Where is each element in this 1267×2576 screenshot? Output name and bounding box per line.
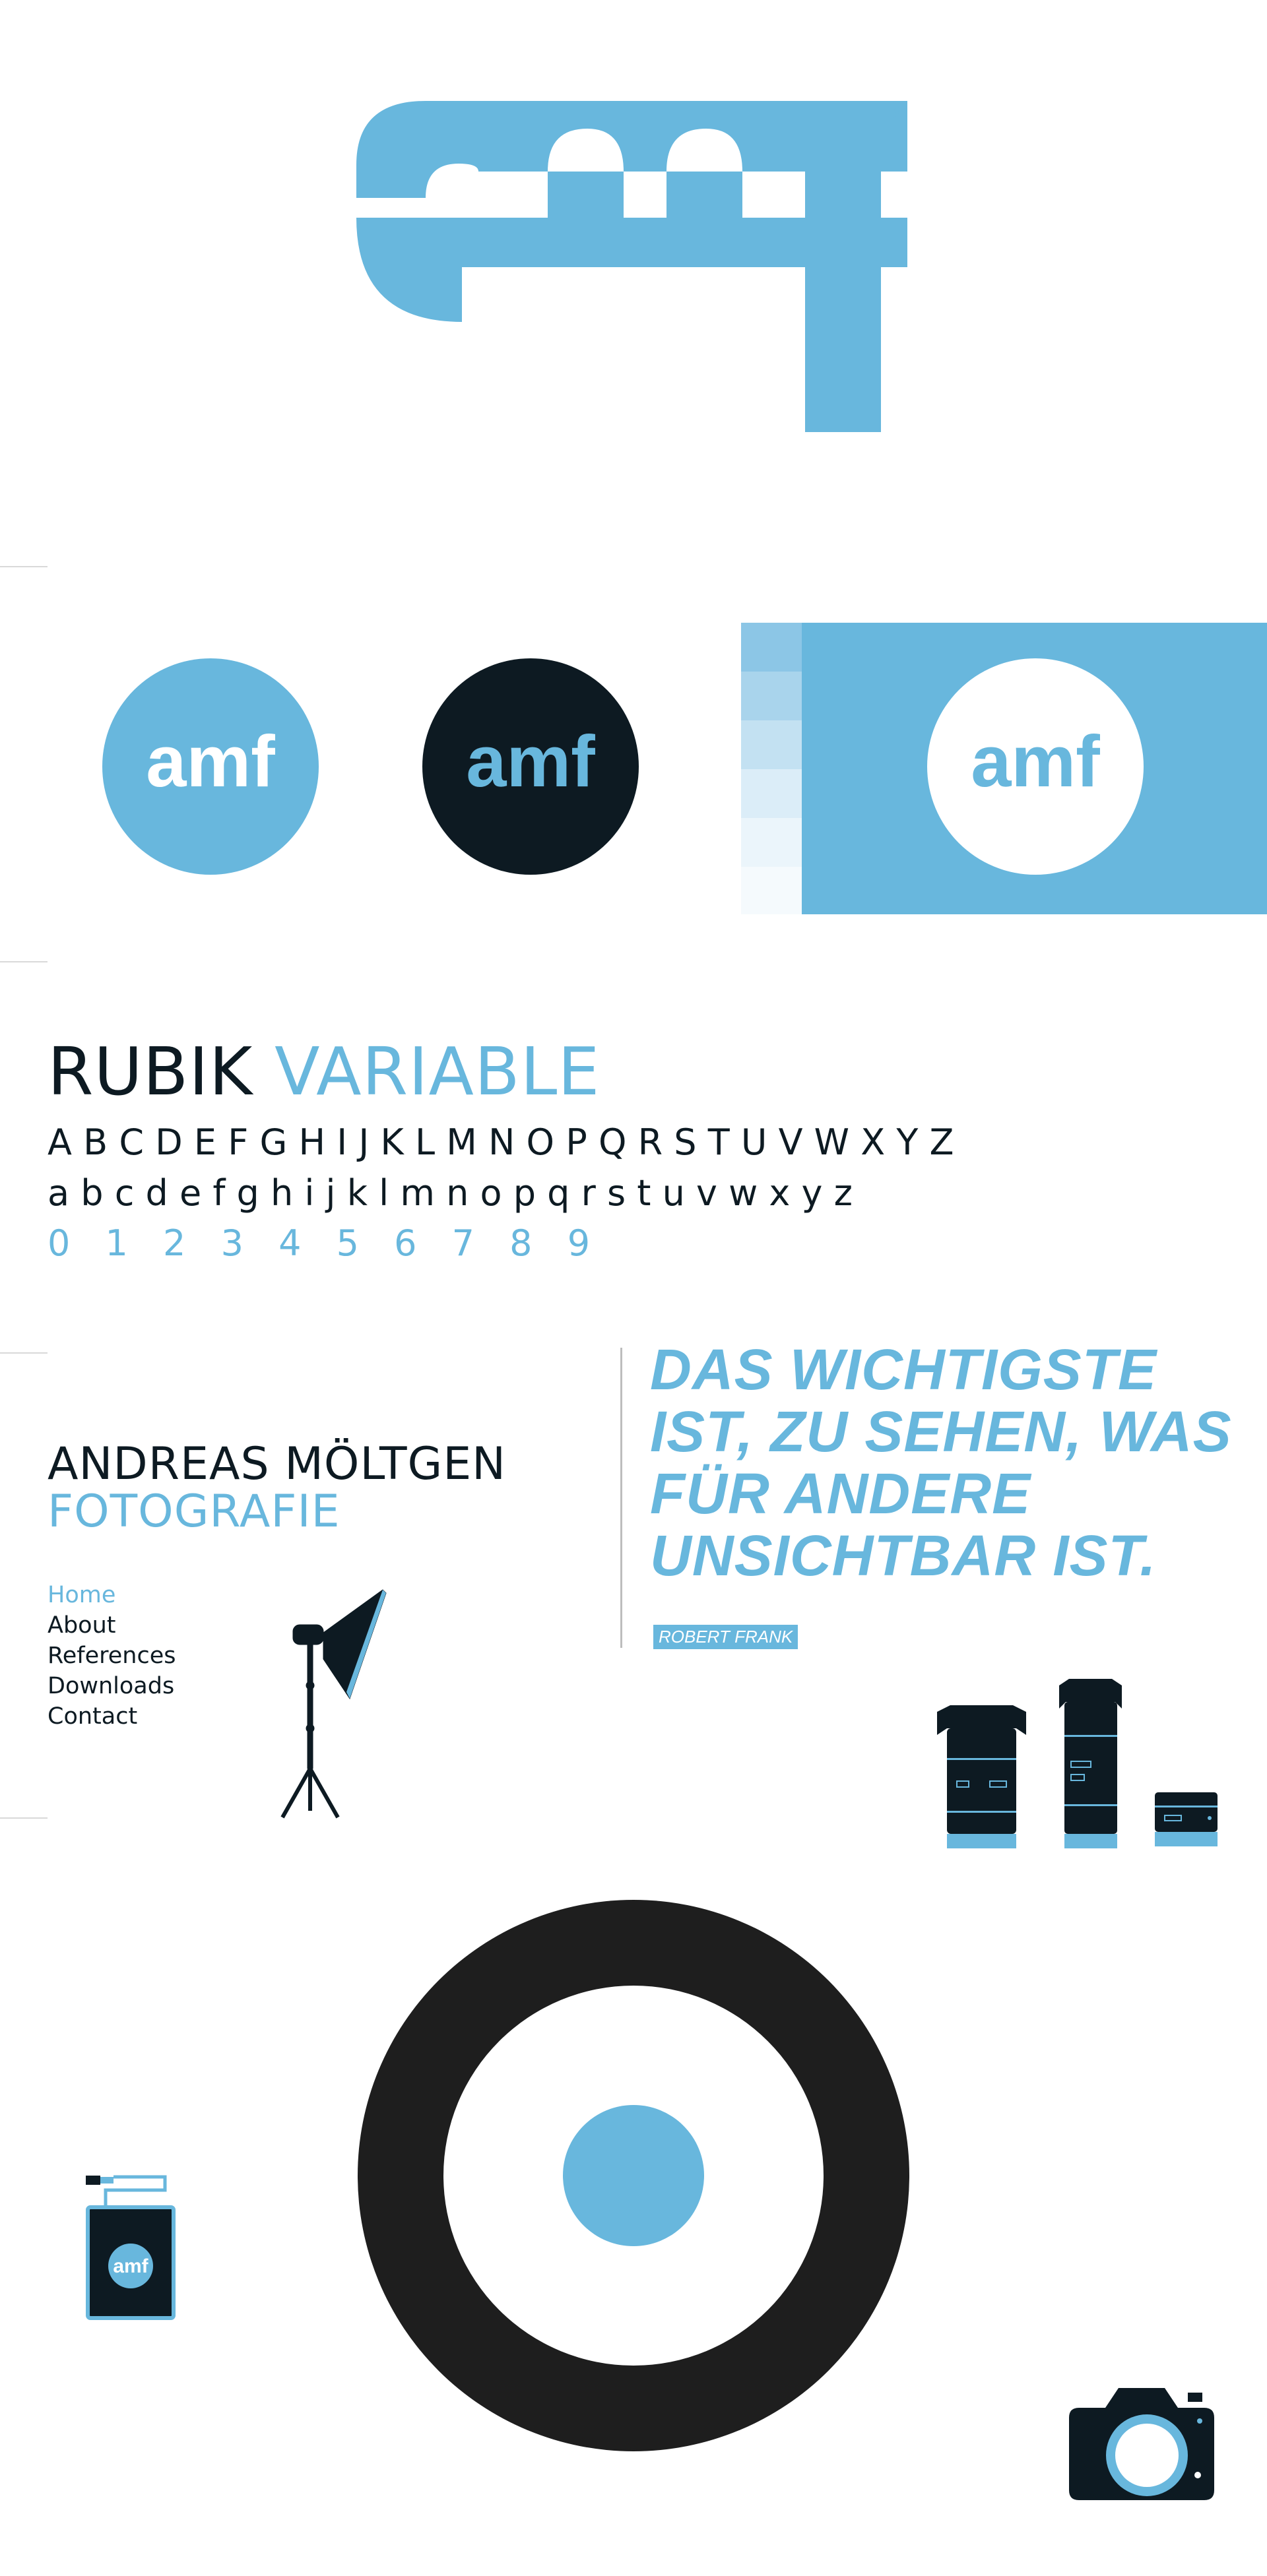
svg-text:amf: amf xyxy=(466,721,595,802)
font-name-part1: RUBIK xyxy=(48,1033,253,1110)
quote-text: DAS WICHTIGSTE IST, ZU SEHEN, WAS FÜR ANDERE UNSICHTBAR IST. xyxy=(650,1338,1232,1588)
badge-logo-icon xyxy=(969,720,1101,813)
section-divider xyxy=(0,1352,48,1354)
swatch xyxy=(741,867,802,914)
nav-home[interactable]: Home xyxy=(48,1582,116,1608)
svg-text:amf: amf xyxy=(971,721,1100,802)
badge-light xyxy=(102,658,319,875)
lens-icon xyxy=(934,1699,1029,1852)
nav-about[interactable]: About xyxy=(48,1612,116,1639)
color-swatches xyxy=(741,623,802,914)
section-divider xyxy=(0,961,48,962)
uppercase-alphabet: A B C D E F G H I J K L M N O P Q R S T U V W X Y Z xyxy=(48,1121,954,1163)
font-name-part2: VARIABLE xyxy=(275,1033,601,1110)
badge-white xyxy=(927,658,1144,875)
nav-contact[interactable]: Contact xyxy=(48,1703,138,1730)
font-name xyxy=(48,1033,601,1110)
site-nav xyxy=(48,1580,176,1732)
swatch xyxy=(741,720,802,769)
studio-light-icon xyxy=(277,1586,396,1824)
lowercase-alphabet: a b c d e f g h i j k l m n o p q r s t u v w x y z xyxy=(48,1172,853,1214)
usb-drive-icon xyxy=(82,2170,178,2325)
svg-text:amf: amf xyxy=(113,2255,148,2277)
camera-icon xyxy=(1062,2378,1221,2503)
swatch xyxy=(741,623,802,672)
swatch xyxy=(741,672,802,720)
svg-text:amf: amf xyxy=(146,721,275,802)
target-icon xyxy=(356,1899,911,2453)
site-brand-subtitle: FOTOGRAFIE xyxy=(48,1486,341,1538)
badge-logo-icon xyxy=(465,720,597,813)
quote-rule xyxy=(620,1348,622,1648)
nav-downloads[interactable]: Downloads xyxy=(48,1673,175,1699)
section-divider xyxy=(0,1817,48,1819)
quote-author: ROBERT FRANK xyxy=(653,1625,798,1649)
badge-dark xyxy=(422,658,639,875)
brand-color-panel xyxy=(802,623,1267,914)
badge-logo-icon xyxy=(145,720,276,813)
pancake-lens-icon xyxy=(1152,1789,1221,1852)
swatch xyxy=(741,769,802,818)
nav-references[interactable]: References xyxy=(48,1643,176,1669)
swatch xyxy=(741,818,802,867)
section-divider xyxy=(0,566,48,567)
registered-mark: ® xyxy=(894,106,902,117)
brand-logo xyxy=(356,96,911,452)
telephoto-lens-icon xyxy=(1053,1676,1128,1852)
digits: 0 1 2 3 4 5 6 7 8 9 xyxy=(48,1222,602,1264)
site-brand-name: ANDREAS MÖLTGEN xyxy=(48,1438,507,1490)
